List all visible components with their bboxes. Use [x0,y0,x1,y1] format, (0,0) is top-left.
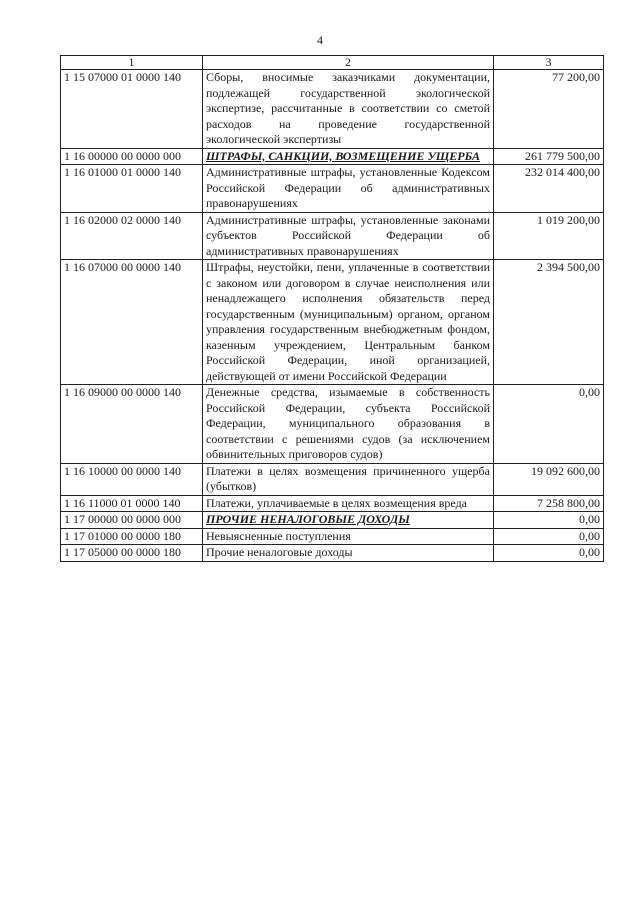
amount-cell: 77 200,00 [494,70,604,149]
table-header-row [61,56,604,70]
revenue-name-cell: ПРОЧИЕ НЕНАЛОГОВЫЕ ДОХОДЫ [203,512,494,529]
table-body [61,70,604,562]
table-row [61,148,604,165]
revenue-name-cell: Денежные средства, изымаемые в собственность Российской Федерации, субъекта Российской Федерации, муниципального образования в соответствии с решениями судов (за исключением обвинительных приговоров судов) [203,385,494,464]
column-header-code: 1 [61,56,203,70]
revenue-name-cell: Невыясненные поступления [203,528,494,545]
amount-cell: 261 779 500,00 [494,148,604,165]
table-row [61,165,604,213]
amount-cell: 0,00 [494,545,604,562]
table-row [61,495,604,512]
table-row [61,512,604,529]
amount-cell: 0,00 [494,385,604,464]
amount-cell: 2 394 500,00 [494,260,604,385]
amount-cell: 0,00 [494,512,604,529]
revenue-name-cell: Прочие неналоговые доходы [203,545,494,562]
budget-code-cell: 1 17 00000 00 0000 000 [61,512,203,529]
budget-code-cell: 1 15 07000 01 0000 140 [61,70,203,149]
budget-revenue-table [60,55,604,562]
revenue-name-cell: Платежи, уплачиваемые в целях возмещения вреда [203,495,494,512]
table-row [61,260,604,385]
budget-code-cell: 1 16 07000 00 0000 140 [61,260,203,385]
amount-cell: 7 258 800,00 [494,495,604,512]
page-number: 4 [317,33,323,47]
budget-code-cell: 1 16 11000 01 0000 140 [61,495,203,512]
budget-code-cell: 1 16 00000 00 0000 000 [61,148,203,165]
budget-code-cell: 1 17 01000 00 0000 180 [61,528,203,545]
budget-code-cell: 1 16 01000 01 0000 140 [61,165,203,213]
amount-cell: 19 092 600,00 [494,463,604,495]
budget-code-cell: 1 16 02000 02 0000 140 [61,212,203,260]
revenue-name-cell: Штрафы, неустойки, пени, уплаченные в соответствии с законом или договором в случае неисполнения или ненадлежащего исполнения обязательств перед государственным (муниципальным) органом, органом управления государственным внебюджетным фондом, казенным учреждением, Центральным банком Российской Федерации, иной организацией, действующей от имени Российской Федерации [203,260,494,385]
amount-cell: 232 014 400,00 [494,165,604,213]
table-row [61,463,604,495]
revenue-name-cell: Платежи в целях возмещения причиненного ущерба (убытков) [203,463,494,495]
budget-code-cell: 1 16 10000 00 0000 140 [61,463,203,495]
revenue-name-cell: Административные штрафы, установленные Кодексом Российской Федерации об административных правонарушениях [203,165,494,213]
revenue-name-cell: ШТРАФЫ, САНКЦИИ, ВОЗМЕЩЕНИЕ УЩЕРБА [203,148,494,165]
revenue-name-cell: Сборы, вносимые заказчиками документации, подлежащей государственной экологической экспертизе, рассчитанные в соответствии со сметой расходов на проведение государственной экологической экспертизы [203,70,494,149]
table-row [61,545,604,562]
amount-cell: 1 019 200,00 [494,212,604,260]
table-row [61,212,604,260]
table-row [61,70,604,149]
column-header-amount: 3 [494,56,604,70]
budget-code-cell: 1 17 05000 00 0000 180 [61,545,203,562]
revenue-name-cell: Административные штрафы, установленные законами субъектов Российской Федерации об административных правонарушениях [203,212,494,260]
column-header-name: 2 [203,56,494,70]
table-row [61,528,604,545]
amount-cell: 0,00 [494,528,604,545]
table-row [61,385,604,464]
budget-code-cell: 1 16 09000 00 0000 140 [61,385,203,464]
